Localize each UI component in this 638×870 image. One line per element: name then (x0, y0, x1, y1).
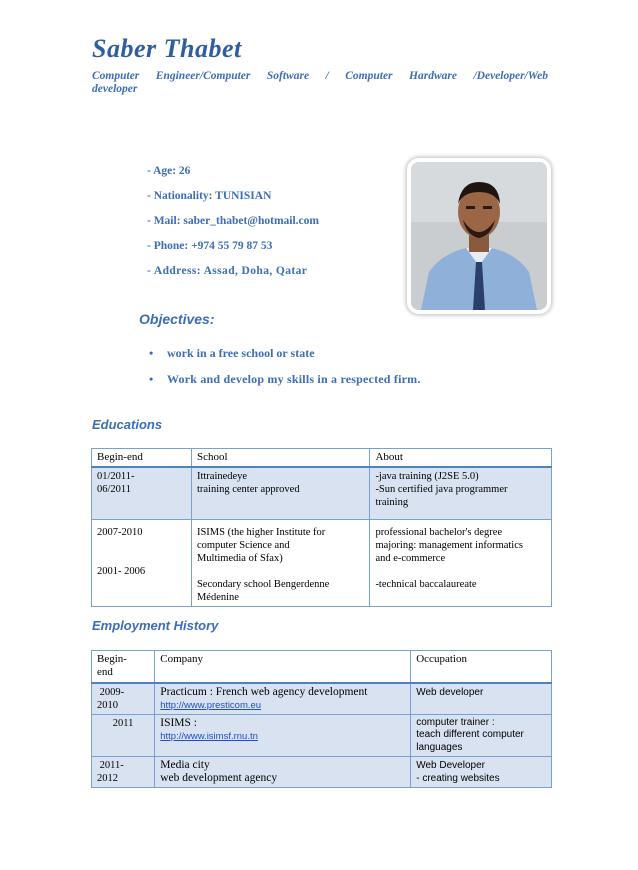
table-row (92, 519, 552, 606)
subtitle-word: Computer (92, 70, 140, 82)
subtitle-word: /Developer/Web (473, 70, 548, 82)
education-period: 01/2011- 06/2011 (92, 467, 192, 519)
table-row (92, 683, 552, 715)
employment-company: ISIMS : http://www.isimsf.rnu.tn (155, 714, 411, 757)
education-school: ISIMS (the higher Institute for computer Science and Multimedia of Sfax) Secondary school Bengerdenne Médenine (191, 519, 369, 606)
bullet-icon: • (149, 372, 154, 386)
education-table (91, 448, 552, 607)
employment-period: 2009- 2010 (92, 683, 155, 715)
objectives-title: Objectives: (139, 311, 215, 327)
resume-subtitle (92, 70, 548, 96)
header-occupation: Occupation (411, 651, 552, 683)
header-company: Company (155, 651, 411, 683)
company-link[interactable]: http://www.presticom.eu (160, 699, 262, 711)
education-header-row (92, 449, 552, 468)
phone-info: - Phone: +974 55 79 87 53 (147, 240, 273, 252)
table-row (92, 757, 552, 788)
subtitle-word: Hardware (409, 70, 457, 82)
employment-occupation: Web developer (411, 683, 552, 715)
educations-title: Educations (92, 417, 163, 432)
employment-period: 2011- 2012 (92, 757, 155, 788)
employment-occupation: computer trainer : teach different computer languages (411, 714, 552, 757)
education-period: 2007-2010 2001- 2006 (92, 519, 192, 606)
employment-table (91, 650, 552, 788)
address-info: - Address: Assad, Doha, Qatar (147, 265, 308, 277)
resume-name: Saber Thabet (92, 34, 242, 63)
profile-photo (407, 158, 551, 314)
employment-title: Employment History (92, 618, 219, 633)
employment-company: Media city web development agency (155, 757, 411, 788)
age-info: - Age: 26 (147, 165, 191, 177)
education-about: professional bachelor's degree majoring: management informatics and e-commerce -technical baccalaureate (370, 519, 552, 606)
person-photo-icon (411, 162, 547, 310)
education-school: Ittrainedeye training center approved (191, 467, 369, 519)
subtitle-word: Engineer/Computer (155, 70, 251, 82)
header-begin-end: Begin- end (92, 651, 155, 683)
subtitle-word: / (325, 70, 329, 82)
header-about: About (370, 449, 552, 468)
header-school: School (191, 449, 369, 468)
bullet-icon: • (149, 346, 154, 360)
employment-company: Practicum : French web agency development http://www.presticom.eu (155, 683, 411, 715)
objective-item: • work in a free school or state (149, 346, 315, 360)
header-begin-end: Begin-end (92, 449, 192, 468)
table-row (92, 467, 552, 519)
company-link[interactable]: http://www.isimsf.rnu.tn (160, 730, 258, 742)
subtitle-word: Computer (345, 70, 393, 82)
employment-period: 2011 (92, 714, 155, 757)
table-row (92, 714, 552, 757)
nationality-info: - Nationality: TUNISIAN (147, 190, 272, 202)
employment-occupation: Web Developer - creating websites (411, 757, 552, 788)
objective-item: • Work and develop my skills in a respected firm. (149, 372, 421, 386)
employment-header-row (92, 651, 552, 683)
subtitle-line-2: developer (92, 83, 138, 95)
subtitle-line-1 (92, 70, 548, 83)
mail-info: - Mail: saber_thabet@hotmail.com (147, 215, 319, 227)
subtitle-word: Software (266, 70, 310, 82)
education-about: -java training (J2SE 5.0) -Sun certified java programmer training (370, 467, 552, 519)
